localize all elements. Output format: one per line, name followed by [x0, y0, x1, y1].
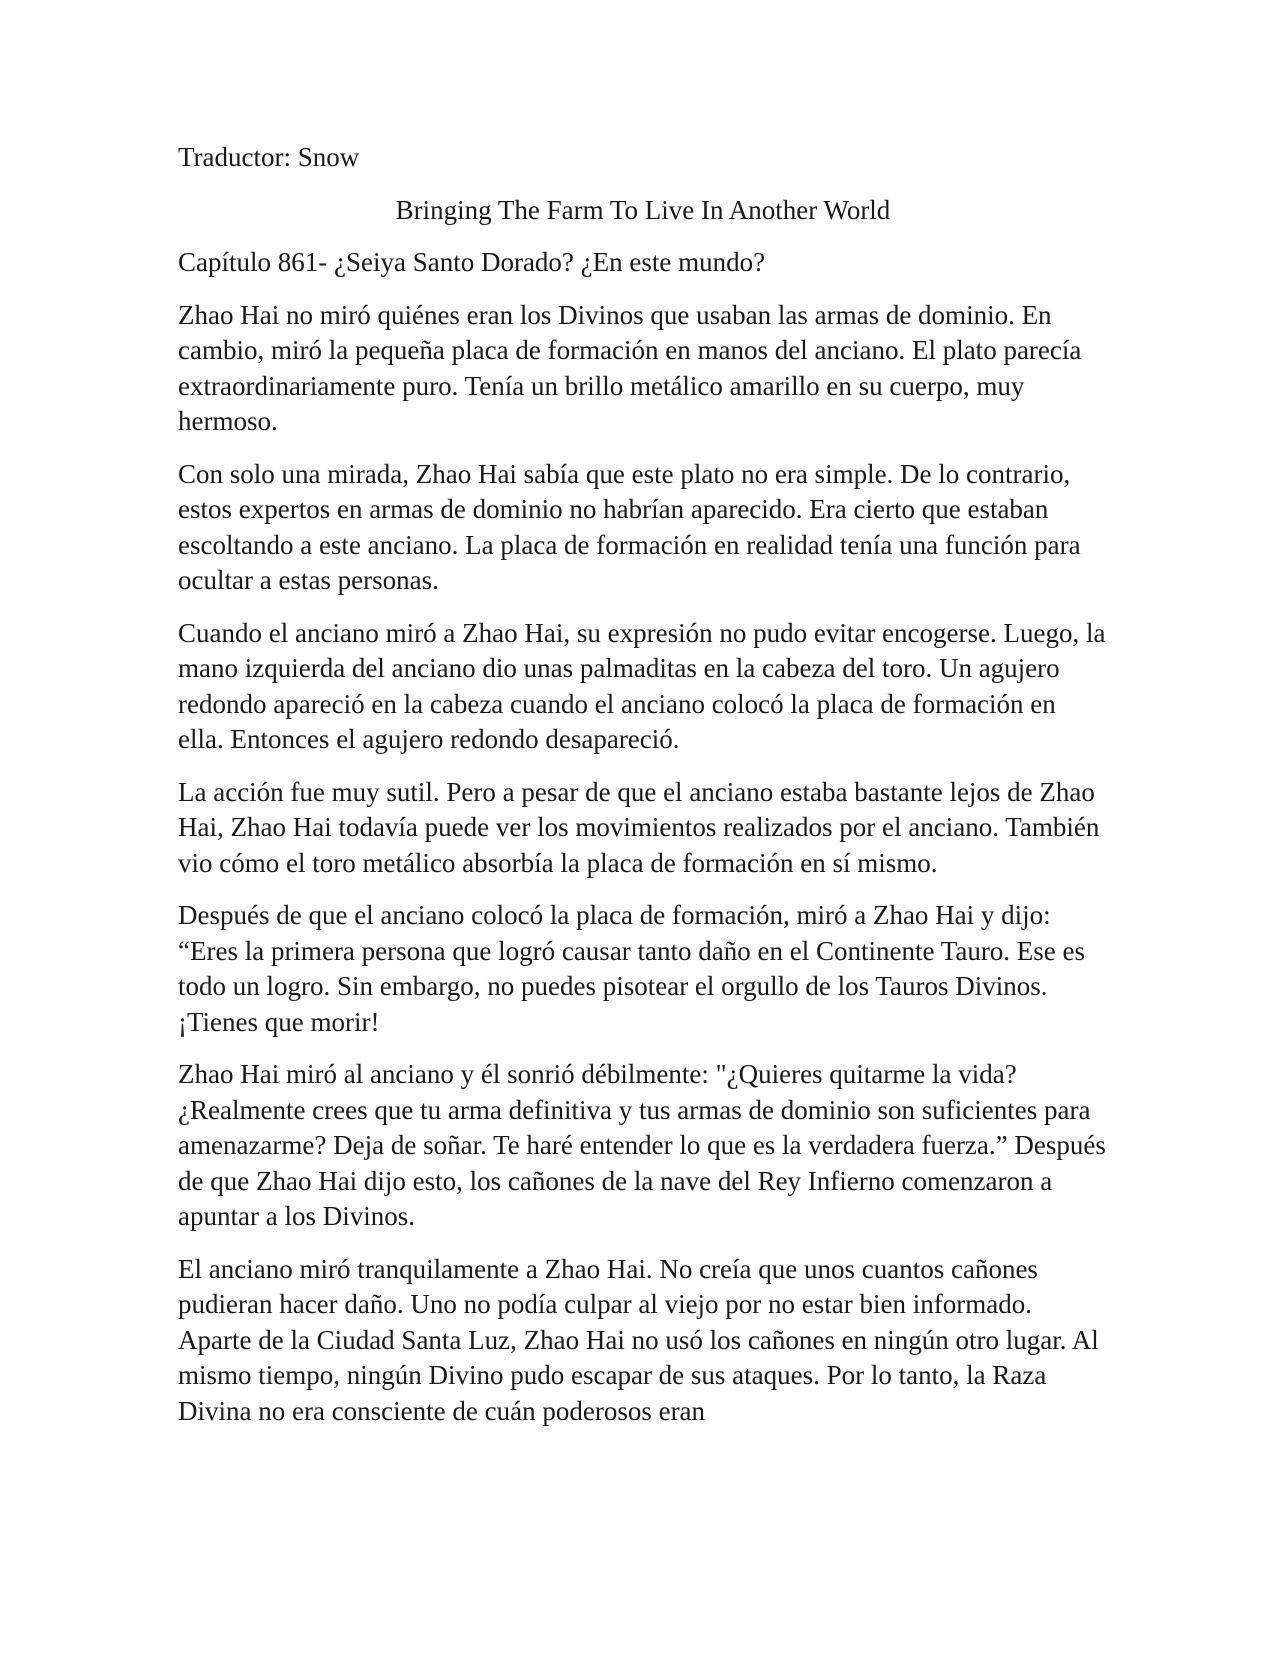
document-body: [178, 140, 1108, 1446]
paragraph: Después de que el anciano colocó la placa de formación, miró a Zhao Hai y dijo: “Eres la primera persona que logró causar tanto daño en el Continente Tauro. Ese es todo un logro. Sin embargo, no puedes pisotear el orgullo de los Tauros Divinos. ¡Tienes que morir!: [178, 900, 1086, 1037]
paragraph: Zhao Hai miró al anciano y él sonrió débilmente: "¿Quieres quitarme la vida? ¿Realmente crees que tu arma definitiva y tus armas de dominio son suficientes para amenazarme? Deja de soñar. Te haré entender lo que es la verdadera fuerza.” Después de que Zhao Hai dijo esto, los cañones de la nave del Rey Infierno comenzaron a apuntar a los Divinos.: [178, 1059, 1106, 1231]
translator-credit: Traductor: Snow: [178, 142, 360, 172]
paragraph: La acción fue muy sutil. Pero a pesar de que el anciano estaba bastante lejos de Zhao Hai, Zhao Hai todavía puede ver los movimientos realizados por el anciano. También vio cómo el toro metálico absorbía la placa de formación en sí mismo.: [178, 776, 1100, 878]
paragraph: Cuando el anciano miró a Zhao Hai, su expresión no pudo evitar encogerse. Luego, la mano izquierda del anciano dio unas palmaditas en la cabeza del toro. Un agujero redondo apareció en la cabeza cuando el anciano colocó la placa de formación en ella. Entonces el agujero redondo desapareció.: [178, 617, 1106, 754]
paragraph: Zhao Hai no miró quiénes eran los Divinos que usaban las armas de dominio. En cambio, miró la pequeña placa de formación en manos del anciano. El plato parecía extraordinariamente puro. Tenía un brillo metálico amarillo en su cuerpo, muy hermoso.: [178, 299, 1082, 436]
paragraph: Con solo una mirada, Zhao Hai sabía que este plato no era simple. De lo contrario, estos expertos en armas de dominio no habrían aparecido. Era cierto que estaban escoltando a este anciano. La placa de formación en realidad tenía una función para ocultar a estas personas.: [178, 458, 1081, 595]
paragraph: El anciano miró tranquilamente a Zhao Hai. No creía que unos cuantos cañones pudieran hacer daño. Uno no podía culpar al viejo por no estar bien informado. Aparte de la Ciudad Santa Luz, Zhao Hai no usó los cañones en ningún otro lugar. Al mismo tiempo, ningún Divino pudo escapar de sus ataques. Por lo tanto, la Raza Divina no era consciente de cuán poderosos eran: [178, 1253, 1099, 1426]
book-title: Bringing The Farm To Live In Another World: [395, 194, 891, 225]
chapter-title: Capítulo 861- ¿Seiya Santo Dorado? ¿En este mundo?: [178, 247, 766, 277]
